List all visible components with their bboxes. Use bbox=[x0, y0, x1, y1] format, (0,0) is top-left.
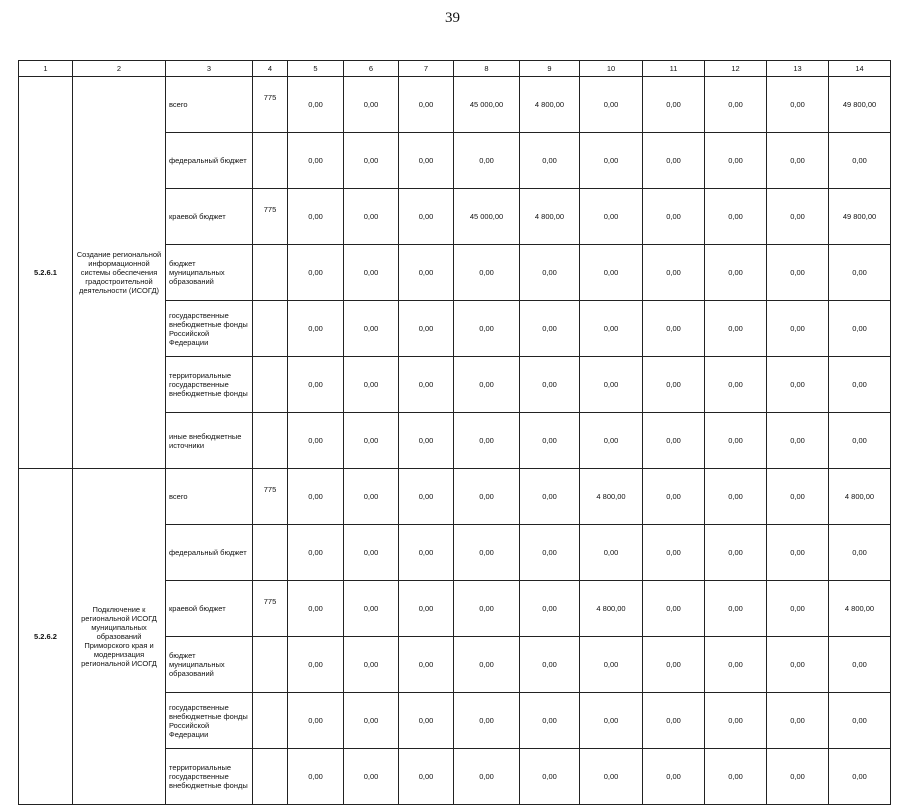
value-cell: 4 800,00 bbox=[520, 77, 580, 133]
value-cell: 0,00 bbox=[454, 693, 520, 749]
value-cell: 0,00 bbox=[829, 301, 891, 357]
value-cell: 0,00 bbox=[767, 189, 829, 245]
header-cell: 3 bbox=[166, 61, 253, 77]
value-cell: 0,00 bbox=[288, 693, 344, 749]
value-cell: 0,00 bbox=[767, 749, 829, 805]
value-cell: 0,00 bbox=[829, 245, 891, 301]
value-cell: 0,00 bbox=[344, 693, 399, 749]
value-cell: 4 800,00 bbox=[580, 581, 643, 637]
value-cell: 0,00 bbox=[580, 189, 643, 245]
value-cell: 0,00 bbox=[288, 581, 344, 637]
value-cell: 0,00 bbox=[705, 133, 767, 189]
value-cell: 0,00 bbox=[705, 469, 767, 525]
page-number: 39 bbox=[445, 10, 460, 26]
value-cell: 4 800,00 bbox=[829, 581, 891, 637]
value-cell: 0,00 bbox=[520, 693, 580, 749]
row-code: 5.2.6.2 bbox=[19, 469, 73, 805]
budget-code bbox=[253, 637, 288, 693]
budget-code bbox=[253, 413, 288, 469]
value-cell: 0,00 bbox=[767, 637, 829, 693]
value-cell: 0,00 bbox=[520, 245, 580, 301]
header-cell: 7 bbox=[399, 61, 454, 77]
value-cell: 0,00 bbox=[344, 189, 399, 245]
budget-code bbox=[253, 357, 288, 413]
value-cell: 0,00 bbox=[767, 413, 829, 469]
value-cell: 0,00 bbox=[705, 413, 767, 469]
row-name: Подключение к региональной ИСОГД муниципальных образований Приморского края и модернизация региональной ИСОГД bbox=[73, 469, 166, 805]
value-cell: 0,00 bbox=[767, 245, 829, 301]
value-cell: 0,00 bbox=[767, 469, 829, 525]
value-cell: 0,00 bbox=[767, 77, 829, 133]
value-cell: 0,00 bbox=[643, 357, 705, 413]
value-cell: 0,00 bbox=[399, 413, 454, 469]
header-cell: 5 bbox=[288, 61, 344, 77]
value-cell: 0,00 bbox=[520, 749, 580, 805]
value-cell: 0,00 bbox=[344, 245, 399, 301]
value-cell: 0,00 bbox=[767, 301, 829, 357]
header-cell: 13 bbox=[767, 61, 829, 77]
value-cell: 0,00 bbox=[829, 693, 891, 749]
budget-code bbox=[253, 245, 288, 301]
value-cell: 45 000,00 bbox=[454, 189, 520, 245]
value-cell: 0,00 bbox=[454, 301, 520, 357]
value-cell: 0,00 bbox=[454, 413, 520, 469]
header-cell: 9 bbox=[520, 61, 580, 77]
header-cell: 4 bbox=[253, 61, 288, 77]
value-cell: 0,00 bbox=[288, 469, 344, 525]
value-cell: 4 800,00 bbox=[520, 189, 580, 245]
budget-code: 775 bbox=[253, 581, 288, 637]
value-cell: 0,00 bbox=[344, 637, 399, 693]
value-cell: 0,00 bbox=[643, 693, 705, 749]
value-cell: 0,00 bbox=[288, 749, 344, 805]
header-cell: 1 bbox=[19, 61, 73, 77]
header-cell: 12 bbox=[705, 61, 767, 77]
funding-source: бюджет муниципальных образований bbox=[166, 637, 253, 693]
value-cell: 0,00 bbox=[520, 357, 580, 413]
value-cell: 0,00 bbox=[520, 525, 580, 581]
value-cell: 0,00 bbox=[829, 413, 891, 469]
value-cell: 0,00 bbox=[399, 581, 454, 637]
table-row bbox=[19, 469, 891, 525]
value-cell: 0,00 bbox=[454, 469, 520, 525]
value-cell: 0,00 bbox=[344, 77, 399, 133]
value-cell: 0,00 bbox=[705, 245, 767, 301]
header-cell: 14 bbox=[829, 61, 891, 77]
value-cell: 0,00 bbox=[399, 637, 454, 693]
value-cell: 0,00 bbox=[399, 245, 454, 301]
value-cell: 0,00 bbox=[399, 301, 454, 357]
budget-code bbox=[253, 525, 288, 581]
value-cell: 0,00 bbox=[520, 301, 580, 357]
value-cell: 0,00 bbox=[829, 637, 891, 693]
value-cell: 0,00 bbox=[399, 469, 454, 525]
funding-source: всего bbox=[166, 77, 253, 133]
header-cell: 2 bbox=[73, 61, 166, 77]
value-cell: 0,00 bbox=[288, 77, 344, 133]
value-cell: 0,00 bbox=[580, 413, 643, 469]
budget-code: 775 bbox=[253, 469, 288, 525]
value-cell: 0,00 bbox=[344, 357, 399, 413]
value-cell: 0,00 bbox=[643, 469, 705, 525]
value-cell: 0,00 bbox=[520, 413, 580, 469]
value-cell: 0,00 bbox=[520, 637, 580, 693]
funding-source: федеральный бюджет bbox=[166, 525, 253, 581]
value-cell: 49 800,00 bbox=[829, 77, 891, 133]
funding-source: государственные внебюджетные фонды Российской Федерации bbox=[166, 301, 253, 357]
value-cell: 0,00 bbox=[580, 637, 643, 693]
funding-source: территориальные государственные внебюджетные фонды bbox=[166, 749, 253, 805]
value-cell: 4 800,00 bbox=[829, 469, 891, 525]
header-row bbox=[19, 61, 891, 77]
value-cell: 0,00 bbox=[580, 749, 643, 805]
value-cell: 0,00 bbox=[288, 245, 344, 301]
value-cell: 0,00 bbox=[344, 525, 399, 581]
value-cell: 0,00 bbox=[643, 301, 705, 357]
value-cell: 0,00 bbox=[767, 693, 829, 749]
value-cell: 0,00 bbox=[705, 189, 767, 245]
value-cell: 0,00 bbox=[454, 525, 520, 581]
funding-source: краевой бюджет bbox=[166, 189, 253, 245]
value-cell: 0,00 bbox=[767, 357, 829, 413]
value-cell: 0,00 bbox=[399, 693, 454, 749]
value-cell: 0,00 bbox=[399, 357, 454, 413]
value-cell: 0,00 bbox=[454, 245, 520, 301]
budget-code: 775 bbox=[253, 189, 288, 245]
value-cell: 0,00 bbox=[705, 749, 767, 805]
value-cell: 0,00 bbox=[705, 637, 767, 693]
value-cell: 0,00 bbox=[643, 581, 705, 637]
value-cell: 49 800,00 bbox=[829, 189, 891, 245]
value-cell: 0,00 bbox=[344, 301, 399, 357]
value-cell: 45 000,00 bbox=[454, 77, 520, 133]
value-cell: 0,00 bbox=[288, 357, 344, 413]
value-cell: 0,00 bbox=[344, 413, 399, 469]
header-cell: 8 bbox=[454, 61, 520, 77]
value-cell: 0,00 bbox=[705, 77, 767, 133]
value-cell: 0,00 bbox=[643, 77, 705, 133]
value-cell: 0,00 bbox=[399, 525, 454, 581]
header-cell: 6 bbox=[344, 61, 399, 77]
value-cell: 0,00 bbox=[705, 301, 767, 357]
table-row bbox=[19, 77, 891, 133]
value-cell: 0,00 bbox=[344, 749, 399, 805]
value-cell: 0,00 bbox=[288, 413, 344, 469]
value-cell: 0,00 bbox=[520, 133, 580, 189]
value-cell: 0,00 bbox=[643, 525, 705, 581]
value-cell: 0,00 bbox=[454, 133, 520, 189]
value-cell: 0,00 bbox=[643, 749, 705, 805]
header-cell: 10 bbox=[580, 61, 643, 77]
value-cell: 0,00 bbox=[580, 301, 643, 357]
value-cell: 0,00 bbox=[520, 581, 580, 637]
budget-code bbox=[253, 133, 288, 189]
value-cell: 0,00 bbox=[288, 133, 344, 189]
row-name: Создание региональной информационной системы обеспечения градостроительной деятельности (ИСОГД) bbox=[73, 77, 166, 469]
value-cell: 0,00 bbox=[288, 525, 344, 581]
value-cell: 0,00 bbox=[705, 525, 767, 581]
value-cell: 0,00 bbox=[829, 749, 891, 805]
value-cell: 0,00 bbox=[580, 693, 643, 749]
funding-source: бюджет муниципальных образований bbox=[166, 245, 253, 301]
value-cell: 0,00 bbox=[454, 637, 520, 693]
value-cell: 0,00 bbox=[454, 357, 520, 413]
funding-source: федеральный бюджет bbox=[166, 133, 253, 189]
row-code: 5.2.6.1 bbox=[19, 77, 73, 469]
value-cell: 0,00 bbox=[580, 245, 643, 301]
value-cell: 0,00 bbox=[829, 525, 891, 581]
value-cell: 0,00 bbox=[705, 357, 767, 413]
value-cell: 0,00 bbox=[643, 637, 705, 693]
value-cell: 0,00 bbox=[344, 581, 399, 637]
table-body bbox=[19, 61, 891, 805]
value-cell: 0,00 bbox=[580, 133, 643, 189]
value-cell: 0,00 bbox=[399, 749, 454, 805]
funding-source: краевой бюджет bbox=[166, 581, 253, 637]
value-cell: 0,00 bbox=[288, 637, 344, 693]
budget-code bbox=[253, 749, 288, 805]
value-cell: 0,00 bbox=[399, 77, 454, 133]
value-cell: 0,00 bbox=[288, 301, 344, 357]
value-cell: 0,00 bbox=[344, 469, 399, 525]
budget-code bbox=[253, 301, 288, 357]
value-cell: 0,00 bbox=[767, 525, 829, 581]
value-cell: 0,00 bbox=[705, 693, 767, 749]
funding-source: всего bbox=[166, 469, 253, 525]
funding-source: государственные внебюджетные фонды Российской Федерации bbox=[166, 693, 253, 749]
value-cell: 0,00 bbox=[580, 525, 643, 581]
value-cell: 0,00 bbox=[288, 189, 344, 245]
value-cell: 4 800,00 bbox=[580, 469, 643, 525]
value-cell: 0,00 bbox=[643, 189, 705, 245]
value-cell: 0,00 bbox=[399, 189, 454, 245]
value-cell: 0,00 bbox=[344, 133, 399, 189]
budget-table bbox=[18, 60, 891, 805]
value-cell: 0,00 bbox=[643, 133, 705, 189]
value-cell: 0,00 bbox=[520, 469, 580, 525]
budget-code bbox=[253, 693, 288, 749]
value-cell: 0,00 bbox=[643, 413, 705, 469]
value-cell: 0,00 bbox=[643, 245, 705, 301]
value-cell: 0,00 bbox=[399, 133, 454, 189]
value-cell: 0,00 bbox=[705, 581, 767, 637]
value-cell: 0,00 bbox=[829, 357, 891, 413]
funding-source: территориальные государственные внебюджетные фонды bbox=[166, 357, 253, 413]
funding-source: иные внебюджетные источники bbox=[166, 413, 253, 469]
value-cell: 0,00 bbox=[454, 581, 520, 637]
value-cell: 0,00 bbox=[829, 133, 891, 189]
header-cell: 11 bbox=[643, 61, 705, 77]
budget-code: 775 bbox=[253, 77, 288, 133]
value-cell: 0,00 bbox=[580, 357, 643, 413]
value-cell: 0,00 bbox=[767, 133, 829, 189]
value-cell: 0,00 bbox=[580, 77, 643, 133]
value-cell: 0,00 bbox=[454, 749, 520, 805]
value-cell: 0,00 bbox=[767, 581, 829, 637]
